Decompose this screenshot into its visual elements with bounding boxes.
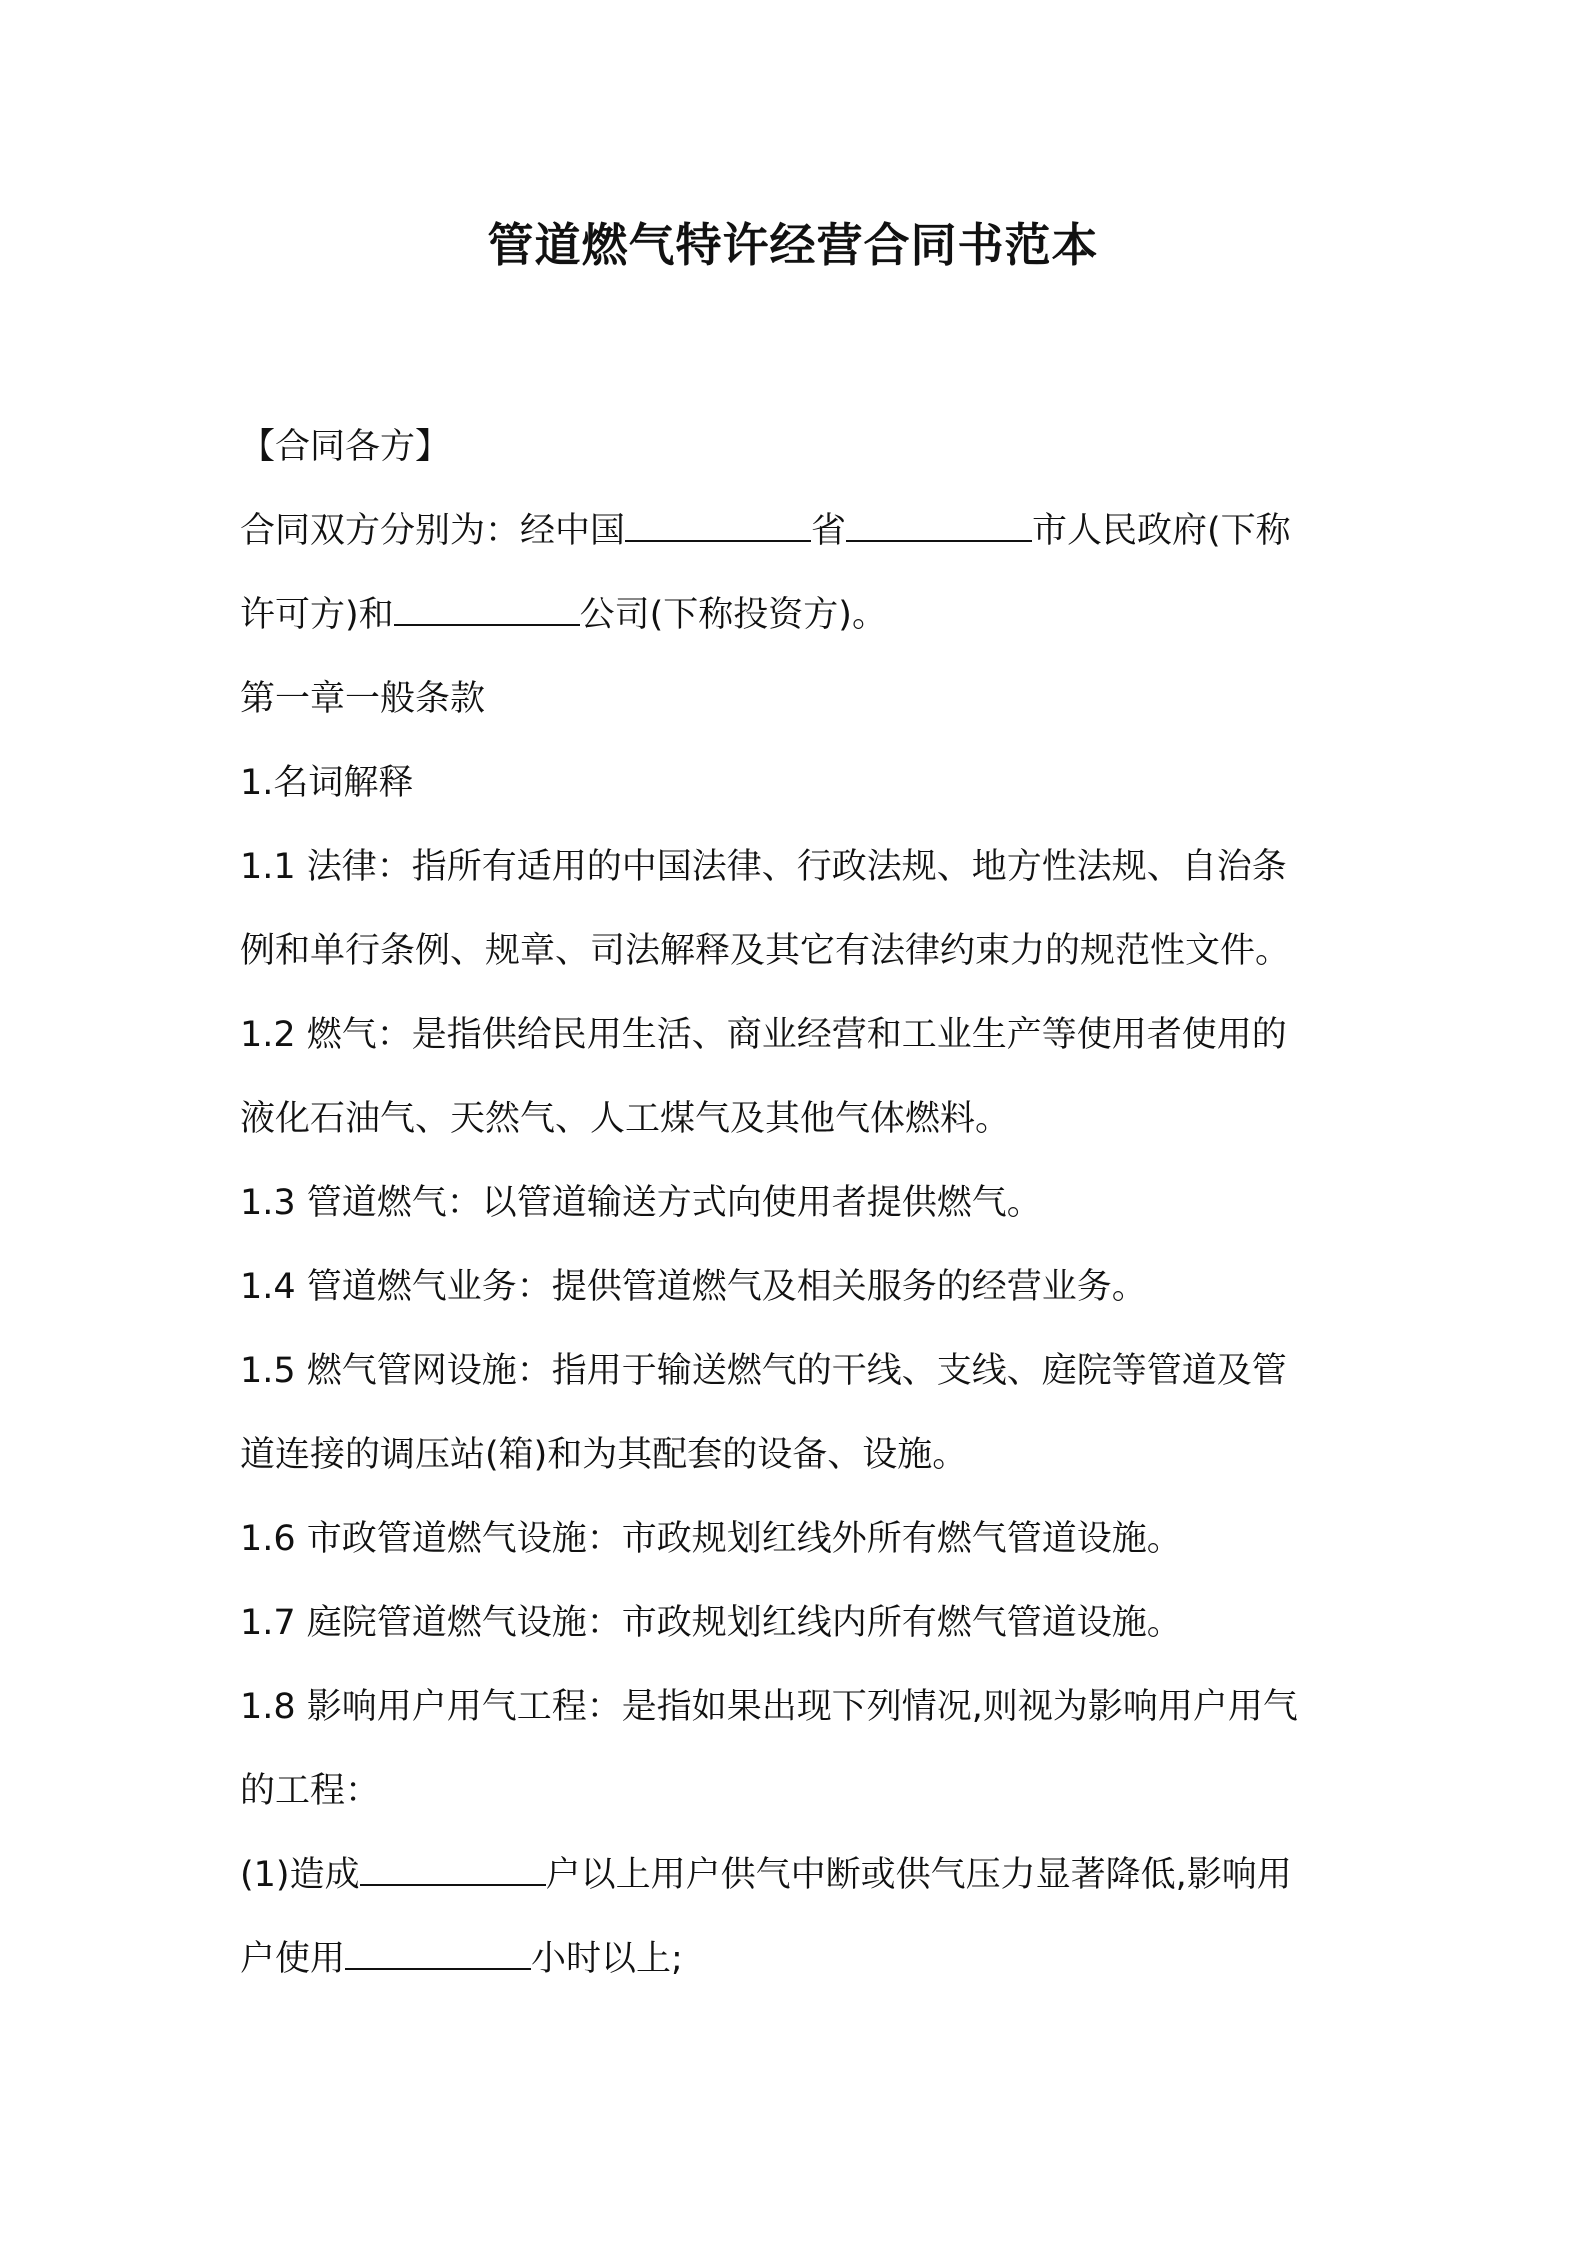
line-text: 1.5 燃气管网设施：指用于输送燃气的干线、支线、庭院等管道及管 [240, 1351, 1287, 1391]
document-line [240, 1917, 1350, 2001]
document-line [240, 573, 1350, 657]
line-text: 户使用 [240, 1939, 346, 1979]
document-line [240, 993, 1350, 1077]
line-text: 省 [811, 511, 847, 551]
document-line [240, 741, 1350, 825]
line-text: 许可方)和 [240, 595, 394, 635]
document-line [240, 1665, 1350, 1749]
line-text: 例和单行条例、规章、司法解释及其它有法律约束力的规范性文件。 [240, 931, 1291, 971]
line-text: 公司(下称投资方)。 [579, 595, 887, 635]
line-text: 市人民政府(下称 [1032, 511, 1291, 551]
document-line [240, 1833, 1350, 1917]
line-text: 小时以上; [531, 1939, 683, 1979]
line-text: 1.4 管道燃气业务：提供管道燃气及相关服务的经营业务。 [240, 1267, 1147, 1307]
line-text: 的工程： [240, 1771, 381, 1811]
line-text: 1.名词解释 [240, 763, 414, 803]
line-text: 1.2 燃气：是指供给民用生活、商业经营和工业生产等使用者使用的 [240, 1015, 1287, 1055]
fill-in-blank [360, 1854, 546, 1886]
document-title: 管道燃气特许经营合同书范本 [487, 218, 1099, 272]
document-line [240, 657, 1350, 741]
line-text: 户以上用户供气中断或供气压力显著降低,影响用 [545, 1855, 1292, 1895]
line-text: 1.6 市政管道燃气设施：市政规划红线外所有燃气管道设施。 [240, 1519, 1182, 1559]
line-text: 【合同各方】 [240, 427, 451, 467]
document-line [240, 909, 1350, 993]
document-body [240, 405, 1350, 2001]
document-line [240, 1245, 1350, 1329]
fill-in-blank [625, 510, 811, 542]
document-line [240, 1413, 1350, 1497]
line-text: 道连接的调压站(箱)和为其配套的设备、设施。 [240, 1435, 968, 1475]
document-line [240, 1161, 1350, 1245]
fill-in-blank [846, 510, 1032, 542]
document-line [240, 1077, 1350, 1161]
document-line [240, 1497, 1350, 1581]
line-text: 合同双方分别为：经中国 [240, 511, 626, 551]
document-line [240, 405, 1350, 489]
document-line [240, 489, 1350, 573]
line-text: (1)造成 [240, 1855, 360, 1895]
line-text: 1.3 管道燃气：以管道输送方式向使用者提供燃气。 [240, 1183, 1042, 1223]
line-text: 1.8 影响用户用气工程：是指如果出现下列情况,则视为影响用户用气 [240, 1687, 1298, 1727]
document-line [240, 825, 1350, 909]
document-line [240, 1749, 1350, 1833]
line-text: 液化石油气、天然气、人工煤气及其他气体燃料。 [240, 1099, 1011, 1139]
line-text: 1.7 庭院管道燃气设施：市政规划红线内所有燃气管道设施。 [240, 1603, 1182, 1643]
fill-in-blank [345, 1938, 531, 1970]
document-line [240, 1581, 1350, 1665]
fill-in-blank [394, 594, 580, 626]
line-text: 1.1 法律：指所有适用的中国法律、行政法规、地方性法规、自治条 [240, 847, 1287, 887]
document-line [240, 1329, 1350, 1413]
line-text: 第一章一般条款 [240, 679, 486, 719]
